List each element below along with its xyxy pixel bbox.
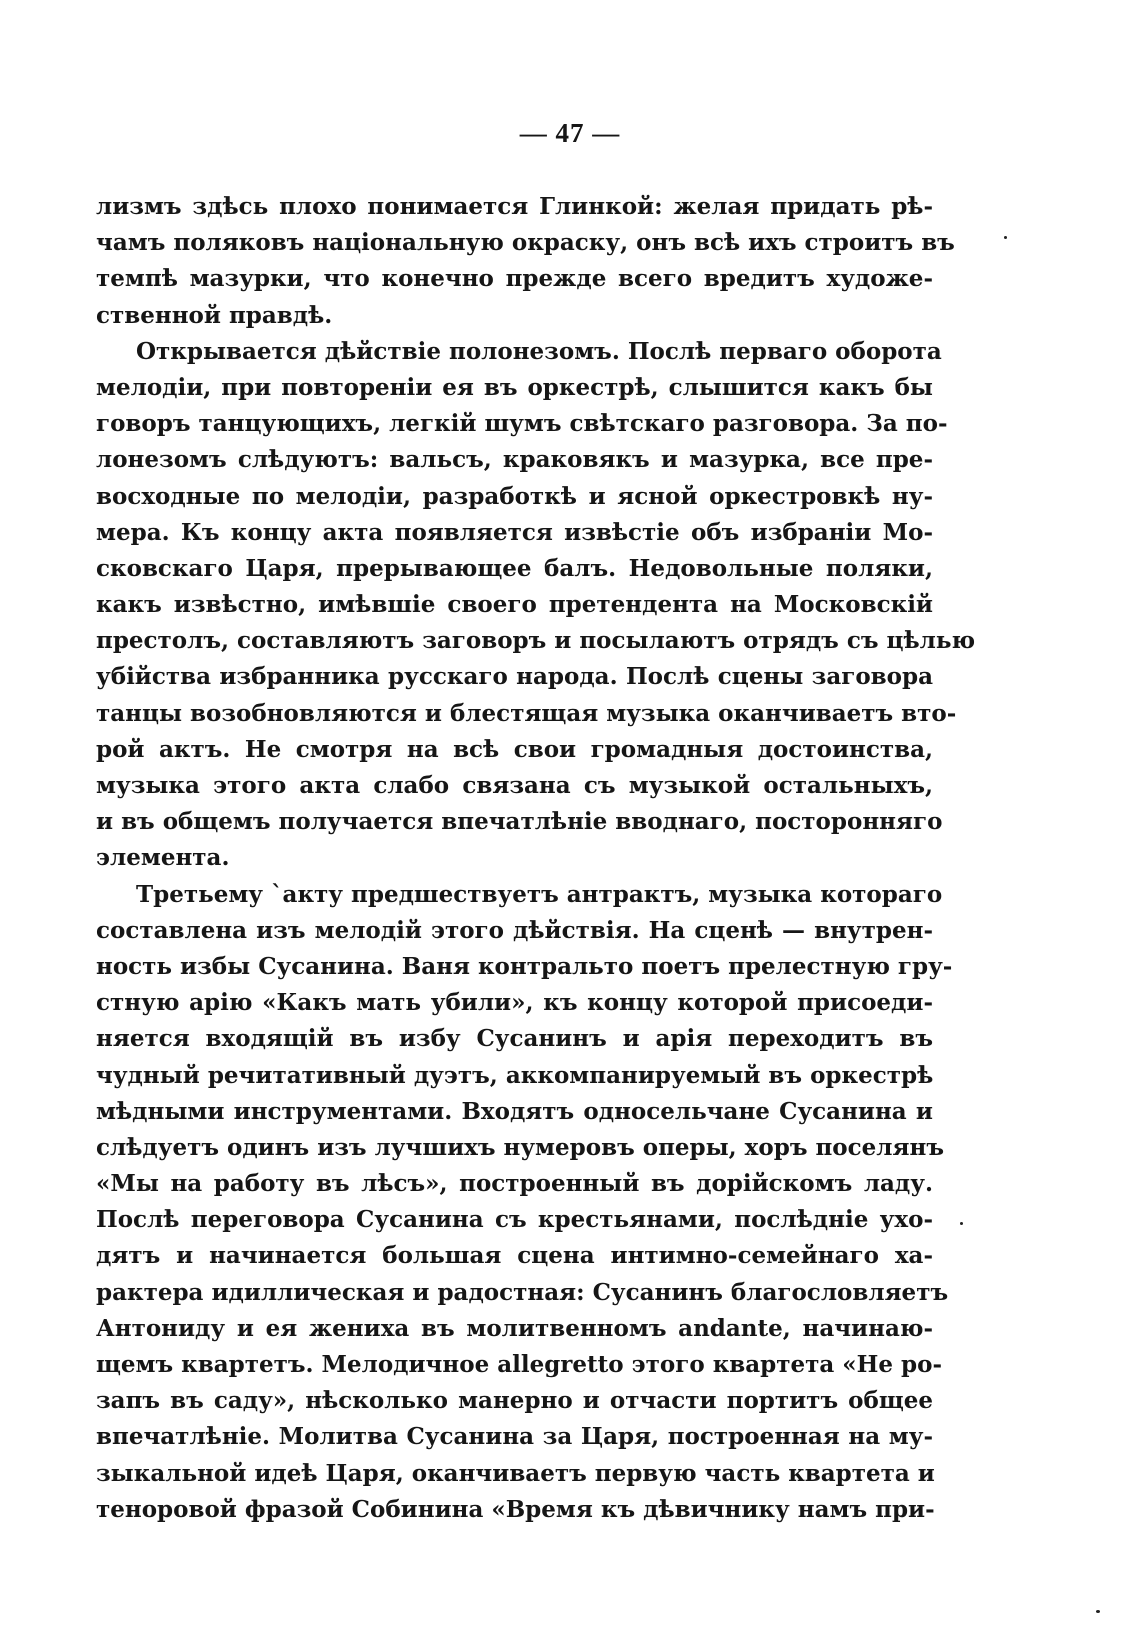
text-line: говоръ танцующихъ, легкій шумъ свѣтскаго разговора. За по- (96, 410, 948, 438)
text-line: лизмъ здѣсь плохо понимается Глинкой: желая придать рѣ- (96, 193, 933, 220)
text-line: впечатлѣніе. Молитва Сусанина за Царя, построенная на му- (96, 1423, 933, 1451)
scan-speck (1004, 236, 1007, 239)
text-line: темпѣ мазурки, что конечно прежде всего вредитъ художе- (96, 265, 933, 293)
text-line: лонезомъ слѣдуютъ: вальсъ, краковякъ и мазурка, все пре- (96, 446, 933, 474)
text-line: дятъ и начинается большая сцена интимно-семейнаго ха- (96, 1242, 933, 1270)
text-line: музыка этого акта слабо связана съ музыкой остальныхъ, (96, 772, 933, 799)
text-line: ственной правдѣ. (96, 301, 333, 329)
text-line: престолъ, составляютъ заговоръ и посылаютъ отрядъ съ цѣлью (96, 627, 976, 655)
text-line: «Мы на работу въ лѣсъ», построенный въ дорійскомъ ладу. (96, 1170, 933, 1198)
page-number: — 47 — (519, 118, 621, 148)
text-line: составлена изъ мелодій этого дѣйствія. На сценѣ — внутрен- (96, 916, 933, 944)
text-line: и въ общемъ получается впечатлѣніе вводнаго, посторонняго (96, 808, 943, 836)
text-line: сковскаго Царя, прерывающее балъ. Недовольные поляки, (96, 554, 933, 582)
text-line: няется входящій въ избу Сусанинъ и арія переходитъ въ (96, 1025, 933, 1053)
text-line: слѣдуетъ одинъ изъ лучшихъ нумеровъ оперы, хоръ поселянъ (96, 1133, 944, 1161)
text-line: зыкальной идеѣ Царя, оканчиваетъ первую часть квартета и (96, 1459, 935, 1487)
body-text (96, 189, 976, 1528)
text-line: восходные по мелодіи, разработкѣ и ясной оркестровкѣ ну- (96, 482, 933, 510)
text-line: мера. Къ концу акта появляется извѣстіе объ избраніи Мо- (96, 518, 933, 546)
text-line: рактера идиллическая и радостная: Сусанинъ благословляетъ (96, 1278, 949, 1306)
text-line: элемента. (96, 844, 230, 872)
text-line: Послѣ переговора Сусанина съ крестьянами, послѣдніе ухо- (96, 1206, 933, 1234)
text-line: теноровой фразой Собинина «Время къ дѣвичнику намъ при- (96, 1495, 935, 1523)
text-line: мелодіи, при повтореніи ея въ оркестрѣ, слышится какъ бы (96, 373, 933, 401)
text-line: Открывается дѣйствіе полонезомъ. Послѣ перваго оборота (136, 337, 942, 365)
text-line: стную арію «Какъ мать убили», къ концу которой присоеди- (96, 989, 933, 1017)
text-line: щемъ квартетъ. Мелодичное allegretto этого квартета «Не ро- (96, 1351, 943, 1378)
text-line: ность избы Сусанина. Ваня контральто поетъ прелестную гру- (96, 952, 953, 980)
text-line: какъ извѣстно, имѣвшіе своего претендента на Московскій (96, 591, 933, 619)
text-line: чудный речитативный дуэтъ, аккомпанируемый въ оркестрѣ (96, 1061, 934, 1089)
text-line: танцы возобновляются и блестящая музыка оканчиваетъ вто- (96, 699, 957, 727)
text-line: чамъ поляковъ національную окраску, онъ всѣ ихъ строитъ въ (96, 229, 955, 257)
text-line: рой актъ. Не смотря на всѣ свои громадныя достоинства, (96, 735, 933, 763)
text-line: Антониду и ея жениха въ молитвенномъ andante, начинаю- (96, 1314, 933, 1342)
scan-speck (960, 1222, 963, 1225)
text-line: Третьему `акту предшествуетъ антрактъ, музыка котораго (136, 880, 943, 908)
text-line: запъ въ саду», нѣсколько манерно и отчасти портитъ общее (96, 1387, 933, 1415)
scan-speck (1096, 1610, 1100, 1613)
text-line: мѣдными инструментами. Входятъ односельчане Сусанина и (96, 1097, 933, 1125)
text-line: убійства избранника русскаго народа. Послѣ сцены заговора (96, 663, 933, 691)
